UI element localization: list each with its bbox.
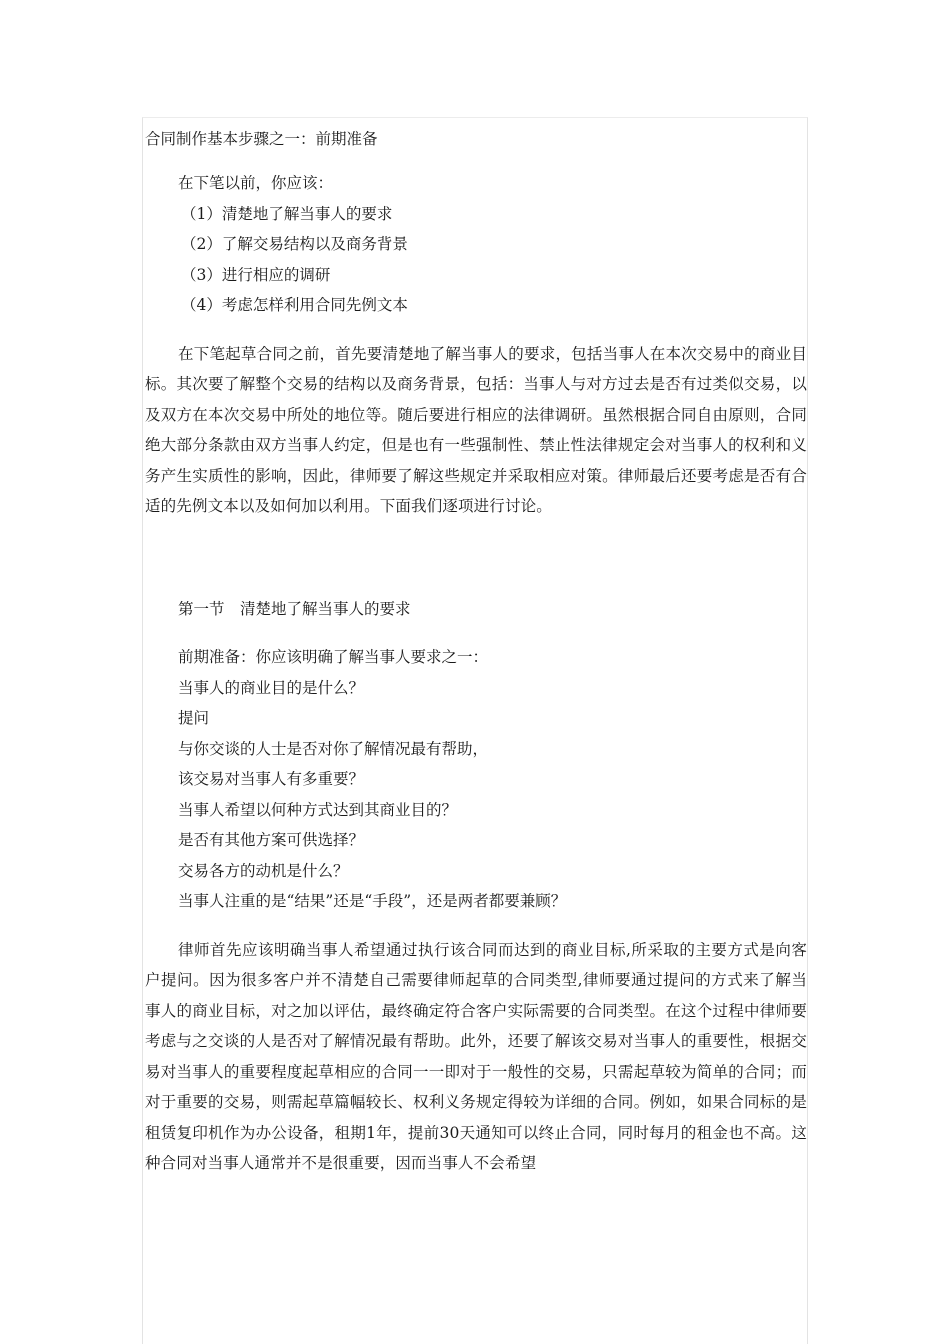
- section-paragraph: 律师首先应该明确当事人希望通过执行该合同而达到的商业目标,所采取的主要方式是向客户提问。因为很多客户并不清楚自己需要律师起草的合同类型,律师要通过提问的方式来了解当事人的商业目标，对之加以评估，最终确定符合客户实际需要的合同类型。在这个过程中律师要考虑与之交谈的人是否对了解情况最有帮助。此外，还要了解该交易对当事人的重要性，根据交易对当事人的重要程度起草相应的合同一一即对于一般性的交易，只需起草较为简单的合同；而对于重要的交易，则需起草篇幅较长、权利义务规定得较为详细的合同。例如，如果合同标的是租赁复印机作为办公设备，租期1年，提前30天通知可以终止合同，同时每月的租金也不高。这种合同对当事人通常并不是很重要，因而当事人不会希望: [145, 940, 807, 1172]
- question-item: 是否有其他方案可供选择？: [178, 831, 365, 849]
- step-item: （4）考虑怎样利用合同先例文本: [181, 296, 408, 314]
- question-item: 与你交谈的人士是否对你了解情况最有帮助，: [178, 739, 489, 758]
- intro-line: 在下笔以前，你应该：: [178, 174, 334, 192]
- section-heading: 第一节 清楚地了解当事人的要求: [178, 599, 411, 618]
- question-item: 当事人希望以何种方式达到其商业目的？: [178, 800, 458, 819]
- step-item: （2）了解交易结构以及商务背景: [181, 235, 408, 253]
- question-item: 当事人注重的是“结果”还是“手段”，还是两者都要兼顾？: [178, 892, 567, 910]
- question-item: 当事人的商业目的是什么？: [178, 678, 365, 697]
- question-item: 提问: [178, 709, 210, 727]
- step-item: （3）进行相应的调研: [181, 265, 331, 284]
- section-lead: 前期准备：你应该明确了解当事人要求之一：: [178, 648, 489, 666]
- overview-paragraph: 在下笔起草合同之前，首先要清楚地了解当事人的要求，包括当事人在本次交易中的商业目标。其次要了解整个交易的结构以及商务背景，包括：当事人与对方过去是否有过类似交易，以及双方在本次交易中所处的地位等。随后要进行相应的法律调研。虽然根据合同自由原则，合同绝大部分条款由双方当事人约定，但是也有一些强制性、禁止性法律规定会对当事人的权利和义务产生实质性的影响，因此，律师要了解这些规定并采取相应对策。律师最后还要考虑是否有合适的先例文本以及如何加以利用。下面我们逐项进行讨论。: [145, 344, 807, 515]
- question-item: 交易各方的动机是什么？: [178, 861, 349, 880]
- steps-list: [145, 199, 807, 321]
- questions-list: [145, 673, 807, 917]
- step-item: （1）清楚地了解当事人的要求: [181, 204, 393, 223]
- document-title: 合同制作基本步骤之一：前期准备: [145, 130, 378, 148]
- question-item: 该交易对当事人有多重要？: [178, 770, 365, 788]
- document-body: [145, 126, 807, 1179]
